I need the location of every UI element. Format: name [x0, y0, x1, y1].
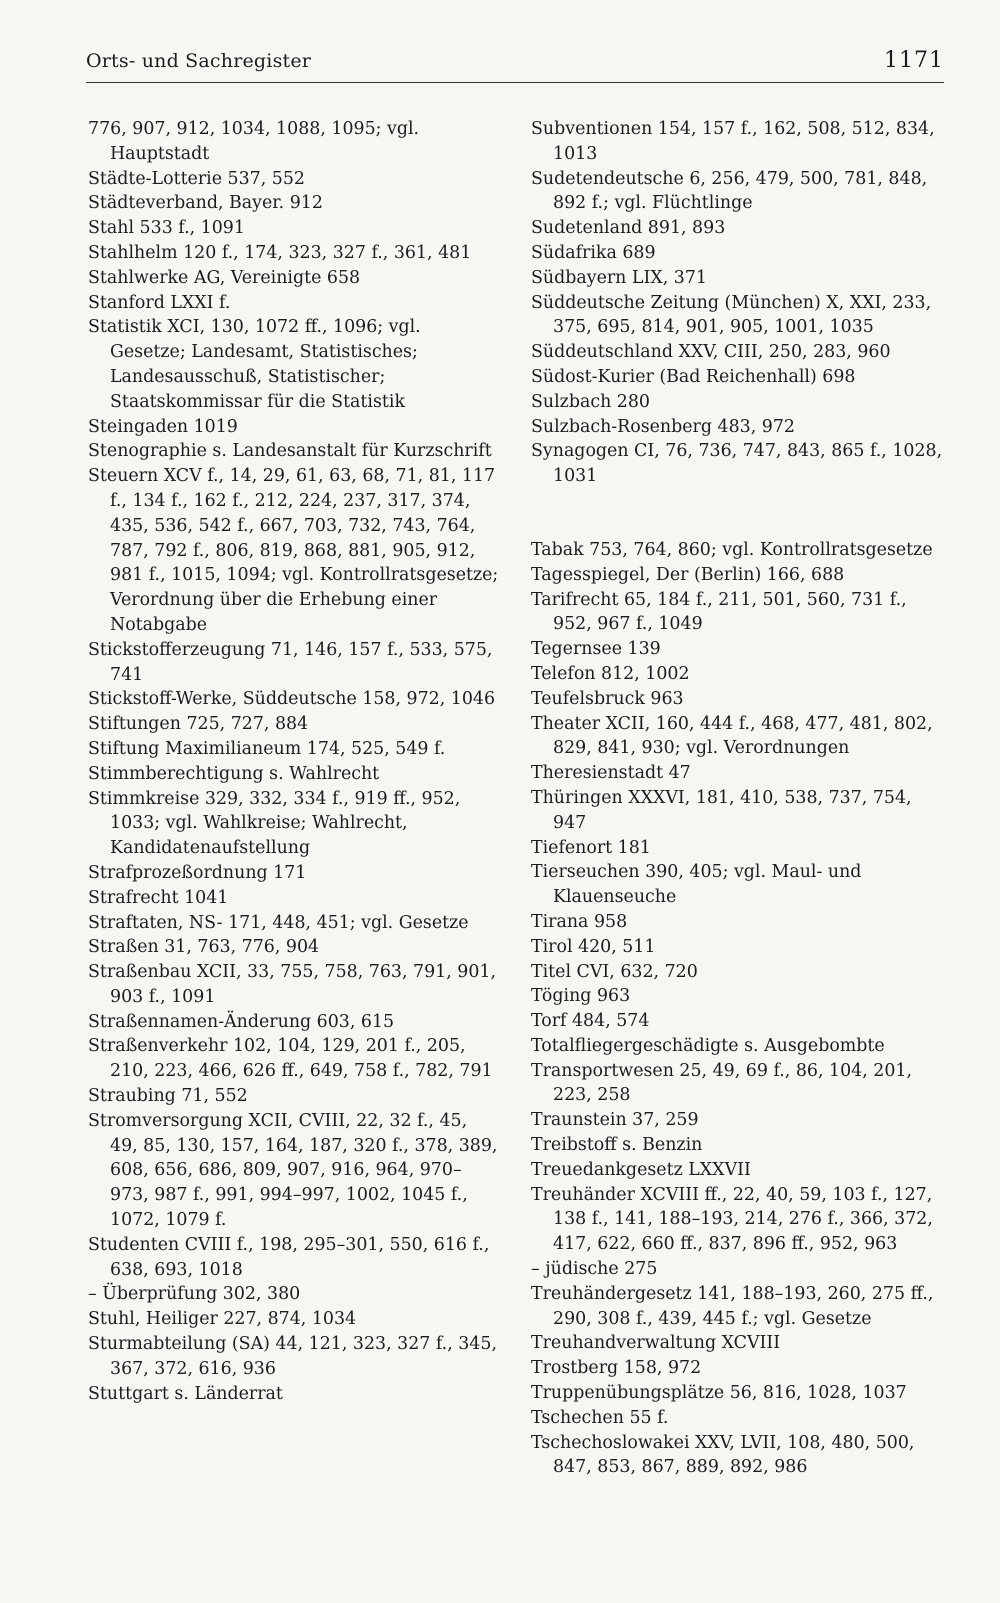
index-entry: Stromversorgung XCII, CVIII, 22, 32 f., 45, 49, 85, 130, 157, 164, 187, 320 f., 378, 389, 608, 656, 686, 809, 907, 916, 964, 970–973, 987 f., 991, 994–997, 1002, 1045 f., 1072, 1079 f.: [88, 1110, 498, 1231]
index-entry: Städte-Lotterie 537, 552: [88, 168, 305, 189]
index-entry: Süddeutschland XXV, CIII, 250, 283, 960: [531, 342, 891, 363]
index-entry: Tabak 753, 764, 860; vgl. Kontrollratsgesetze: [531, 539, 933, 560]
page-header: [86, 48, 944, 82]
index-entry: Tirol 420, 511: [531, 936, 656, 957]
index-entry: Südafrika 689: [531, 242, 656, 263]
index-entry: Steingaden 1019: [88, 416, 238, 437]
index-entry: Torf 484, 574: [531, 1011, 650, 1032]
index-entry: Tiefenort 181: [531, 837, 651, 858]
index-entry: Stenographie s. Landesanstalt für Kurzschrift: [88, 441, 492, 462]
index-entry: Subventionen 154, 157 f., 162, 508, 512, 834, 1013: [531, 119, 935, 164]
index-entry: Tegernsee 139: [531, 639, 661, 660]
index-entry: Theater XCII, 160, 444 f., 468, 477, 481, 802, 829, 841, 930; vgl. Verordnungen: [531, 713, 933, 759]
index-entry: Straßenverkehr 102, 104, 129, 201 f., 205, 210, 223, 466, 626 ff., 649, 758 f., 782, 791: [88, 1036, 493, 1082]
index-entry: Stahlwerke AG, Vereinigte 658: [88, 267, 361, 288]
index-entry: Titel CVI, 632, 720: [531, 961, 698, 982]
header-rule: [86, 82, 944, 83]
index-entry: Stahlhelm 120 f., 174, 323, 327 f., 361, 481: [88, 242, 472, 263]
index-entry: Tschechen 55 f.: [531, 1407, 669, 1428]
page-number: 1171: [884, 48, 944, 73]
index-entry: Stuhl, Heiliger 227, 874, 1034: [88, 1309, 357, 1330]
index-entry: Treuhänder XCVIII ff., 22, 40, 59, 103 f., 127, 138 f., 141, 188–193, 214, 276 f., 366, 372, 417, 622, 660 ff., 837, 896 ff., 952, 963: [531, 1184, 933, 1255]
index-entry: Stickstofferzeugung 71, 146, 157 f., 533, 575, 741: [88, 639, 493, 685]
index-entry: Trostberg 158, 972: [531, 1358, 702, 1379]
index-entry: Stahl 533 f., 1091: [88, 218, 245, 239]
index-entry: Tarifrecht 65, 184 f., 211, 501, 560, 731 f., 952, 967 f., 1049: [531, 589, 907, 635]
index-entry: Teufelsbruck 963: [531, 688, 684, 709]
index-entry: Statistik XCI, 130, 1072 ff., 1096; vgl. Gesetze; Landesamt, Statistisches; Landesausschuß, Statistischer; Staatskommissar für die Statistik: [88, 317, 421, 412]
index-entry: Transportwesen 25, 49, 69 f., 86, 104, 201, 223, 258: [531, 1060, 913, 1106]
index-entry: Treuhändergesetz 141, 188–193, 260, 275 ff., 290, 308 f., 439, 445 f.; vgl. Gesetze: [531, 1283, 934, 1329]
index-entry: Tagesspiegel, Der (Berlin) 166, 688: [531, 564, 845, 585]
index-entry: Tirana 958: [531, 911, 628, 932]
index-entry: Städteverband, Bayer. 912: [88, 193, 323, 214]
index-entry: Treuedankgesetz LXXVII: [531, 1159, 751, 1180]
index-entry: Sudetendeutsche 6, 256, 479, 500, 781, 848, 892 f.; vgl. Flüchtlinge: [531, 168, 928, 214]
index-entry: Straßennamen-Änderung 603, 615: [88, 1011, 395, 1032]
index-entry: Süddeutsche Zeitung (München) X, XXI, 233, 375, 695, 814, 901, 905, 1001, 1035: [531, 292, 932, 338]
index-entry: Treuhandverwaltung XCVIII: [531, 1333, 781, 1354]
index-entry: Telefon 812, 1002: [531, 663, 690, 684]
index-entry: Traunstein 37, 259: [531, 1110, 699, 1131]
index-entry: Sulzbach-Rosenberg 483, 972: [531, 416, 795, 437]
index-entry: Theresienstadt 47: [531, 763, 691, 784]
index-entry: Tschechoslowakei XXV, LVII, 108, 480, 500, 847, 853, 867, 889, 892, 986: [531, 1432, 915, 1478]
index-entry: Totalfliegergeschädigte s. Ausgebombte: [531, 1035, 885, 1056]
index-entry: Strafrecht 1041: [88, 887, 229, 908]
index-entry: Töging 963: [531, 986, 631, 1007]
index-entry: Sulzbach 280: [531, 391, 651, 412]
index-entry: Stiftung Maximilianeum 174, 525, 549 f.: [88, 738, 446, 759]
index-entry: – Überprüfung 302, 380: [88, 1284, 301, 1305]
index-entry: Studenten CVIII f., 198, 295–301, 550, 616 f., 638, 693, 1018: [88, 1234, 490, 1280]
index-entry: Strafprozeßordnung 171: [88, 862, 307, 883]
index-entry: Stuttgart s. Länderrat: [88, 1383, 283, 1404]
left-column: [88, 117, 500, 1406]
index-entry: Sturmabteilung (SA) 44, 121, 323, 327 f., 345, 367, 372, 616, 936: [88, 1334, 497, 1379]
right-column-s-section: [531, 117, 943, 489]
index-entry: Steuern XCV f., 14, 29, 61, 63, 68, 71, 81, 117 f., 134 f., 162 f., 212, 224, 237, 317, 374, 435, 536, 542 f., 667, 703, 732, 743, 764, 787, 792 f., 806, 819, 868, 881, 905, 912, 981 f., 1015, 1094; vgl. Kontrollratsgesetze; Verordnung über die Erhebung einer Notabgabe: [88, 466, 499, 635]
running-title: Orts- und Sachregister: [86, 50, 312, 72]
letter-section-gap: [531, 489, 943, 538]
index-entry: Thüringen XXXVI, 181, 410, 538, 737, 754, 947: [531, 787, 912, 833]
index-entry: Sudetenland 891, 893: [531, 218, 726, 239]
index-entry: Südbayern LIX, 371: [531, 267, 707, 288]
index-entry: Treibstoff s. Benzin: [531, 1135, 703, 1156]
index-entry: Synagogen CI, 76, 736, 747, 843, 865 f., 1028, 1031: [531, 441, 943, 487]
index-entry: Stimmkreise 329, 332, 334 f., 919 ff., 952, 1033; vgl. Wahlkreise; Wahlrecht, Kandidatenaufstellung: [88, 788, 461, 859]
index-entry: 776, 907, 912, 1034, 1088, 1095; vgl. Hauptstadt: [88, 119, 420, 164]
index-entry: Stiftungen 725, 727, 884: [88, 714, 309, 735]
right-column: [531, 117, 943, 1480]
index-entry: Stickstoff-Werke, Süddeutsche 158, 972, 1046: [88, 689, 496, 710]
right-column-t-section: [531, 538, 943, 1480]
index-entry: Truppenübungsplätze 56, 816, 1028, 1037: [531, 1383, 907, 1404]
index-entry: Straftaten, NS- 171, 448, 451; vgl. Gesetze: [88, 912, 469, 933]
index-entry: – jüdische 275: [531, 1259, 658, 1280]
index-entry: Stimmberechtigung s. Wahlrecht: [88, 763, 380, 784]
index-entry: Straßenbau XCII, 33, 755, 758, 763, 791, 901, 903 f., 1091: [88, 962, 497, 1007]
index-entry: Tierseuchen 390, 405; vgl. Maul- und Klauenseuche: [531, 862, 862, 908]
index-entry: Straßen 31, 763, 776, 904: [88, 937, 320, 958]
index-entry: Stanford LXXI f.: [88, 292, 231, 313]
index-entry: Straubing 71, 552: [88, 1086, 248, 1107]
index-entry: Südost-Kurier (Bad Reichenhall) 698: [531, 366, 856, 387]
